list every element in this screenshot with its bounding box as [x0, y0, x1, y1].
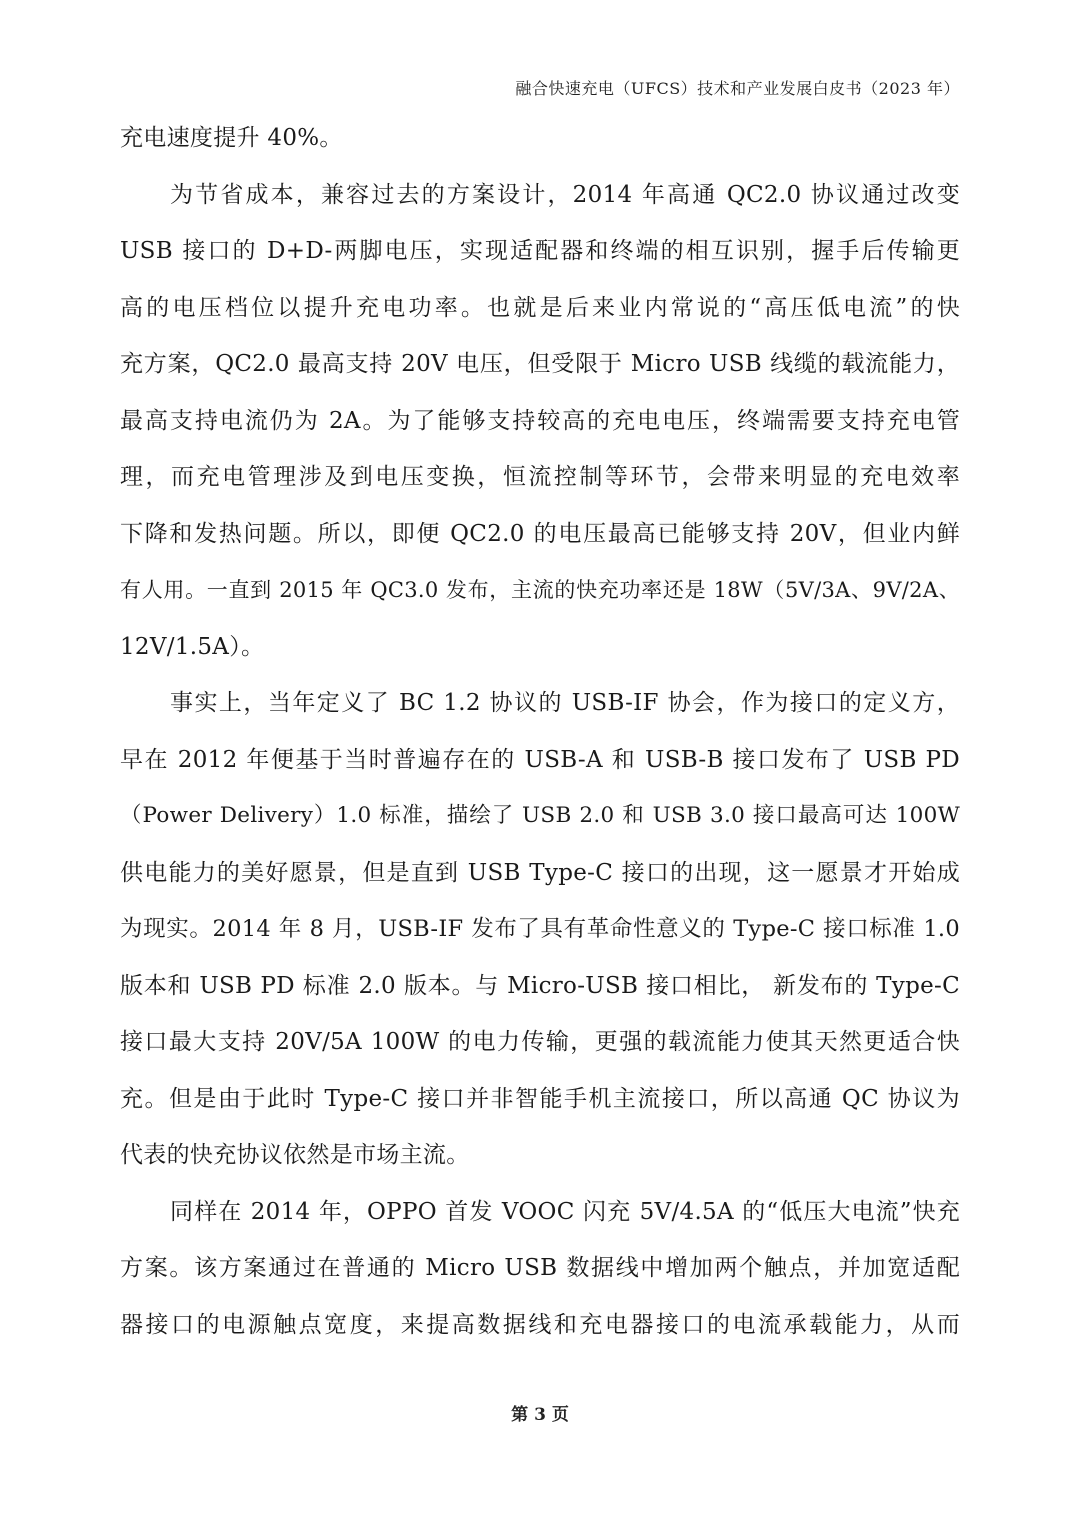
paragraph-first-line: 同样在 2014 年，OPPO 首发 VOOC 闪充 5V/4.5A 的“低压大电流”快充 — [170, 1198, 960, 1225]
text-line: 充方案，QC2.0 最高支持 20V 电压，但受限于 Micro USB 线缆的载流能力， — [120, 351, 960, 377]
text-line: 早在 2012 年便基于当时普遍存在的 USB-A 和 USB-B 接口发布了 USB PD — [120, 746, 960, 773]
text-line: 为现实。2014 年 8 月，USB-IF 发布了具有革命性意义的 Type-C 接口标准 1.0 — [120, 916, 960, 942]
running-header: 融合快速充电（UFCS）技术和产业发展白皮书（2023 年） — [515, 79, 960, 98]
text-line: 12V/1.5A）。 — [120, 633, 265, 660]
text-line: 充电速度提升 40%。 — [120, 125, 343, 151]
text-line: 接口最大支持 20V/5A 100W 的电力传输，更强的载流能力使其天然更适合快 — [120, 1029, 960, 1055]
text-line: 版本和 USB PD 标准 2.0 版本。与 Micro-USB 接口相比， 新发布的 Type-C — [120, 972, 960, 999]
text-line: 有人用。一直到 2015 年 QC3.0 发布，主流的快充功率还是 18W（5V/3A、9V/2A、 — [120, 578, 960, 602]
text-line: （Power Delivery）1.0 标准，描绘了 USB 2.0 和 USB 3.0 接口最高可达 100W — [120, 803, 960, 828]
text-line: 充。但是由于此时 Type-C 接口并非智能手机主流接口，所以高通 QC 协议为 — [120, 1085, 960, 1112]
document-body — [120, 110, 960, 1353]
text-line: 方案。该方案通过在普通的 Micro USB 数据线中增加两个触点，并加宽适配 — [120, 1255, 960, 1281]
text-line: 代表的快充协议依然是市场主流。 — [120, 1142, 470, 1168]
paragraph-first-line: 事实上，当年定义了 BC 1.2 协议的 USB-IF 协会，作为接口的定义方， — [170, 690, 960, 716]
header-divider — [120, 106, 960, 107]
page-number: 第 3 页 — [511, 1405, 569, 1425]
text-line: 理，而充电管理涉及到电压变换，恒流控制等环节，会带来明显的充电效率 — [120, 464, 960, 490]
text-line: 高的电压档位以提升充电功率。也就是后来业内常说的“高压低电流”的快 — [120, 294, 960, 321]
text-line: 器接口的电源触点宽度，来提高数据线和充电器接口的电流承载能力，从而 — [120, 1311, 960, 1338]
text-line: 供电能力的美好愿景，但是直到 USB Type-C 接口的出现，这一愿景才开始成 — [120, 859, 960, 886]
text-line: 最高支持电流仍为 2A。为了能够支持较高的充电电压，终端需要支持充电管 — [120, 407, 960, 434]
paragraph-first-line: 为节省成本，兼容过去的方案设计，2014 年高通 QC2.0 协议通过改变 — [170, 181, 960, 208]
text-line: 下降和发热问题。所以，即便 QC2.0 的电压最高已能够支持 20V，但业内鲜 — [120, 520, 960, 547]
text-line: USB 接口的 D+D-两脚电压，实现适配器和终端的相互识别，握手后传输更 — [120, 238, 960, 264]
